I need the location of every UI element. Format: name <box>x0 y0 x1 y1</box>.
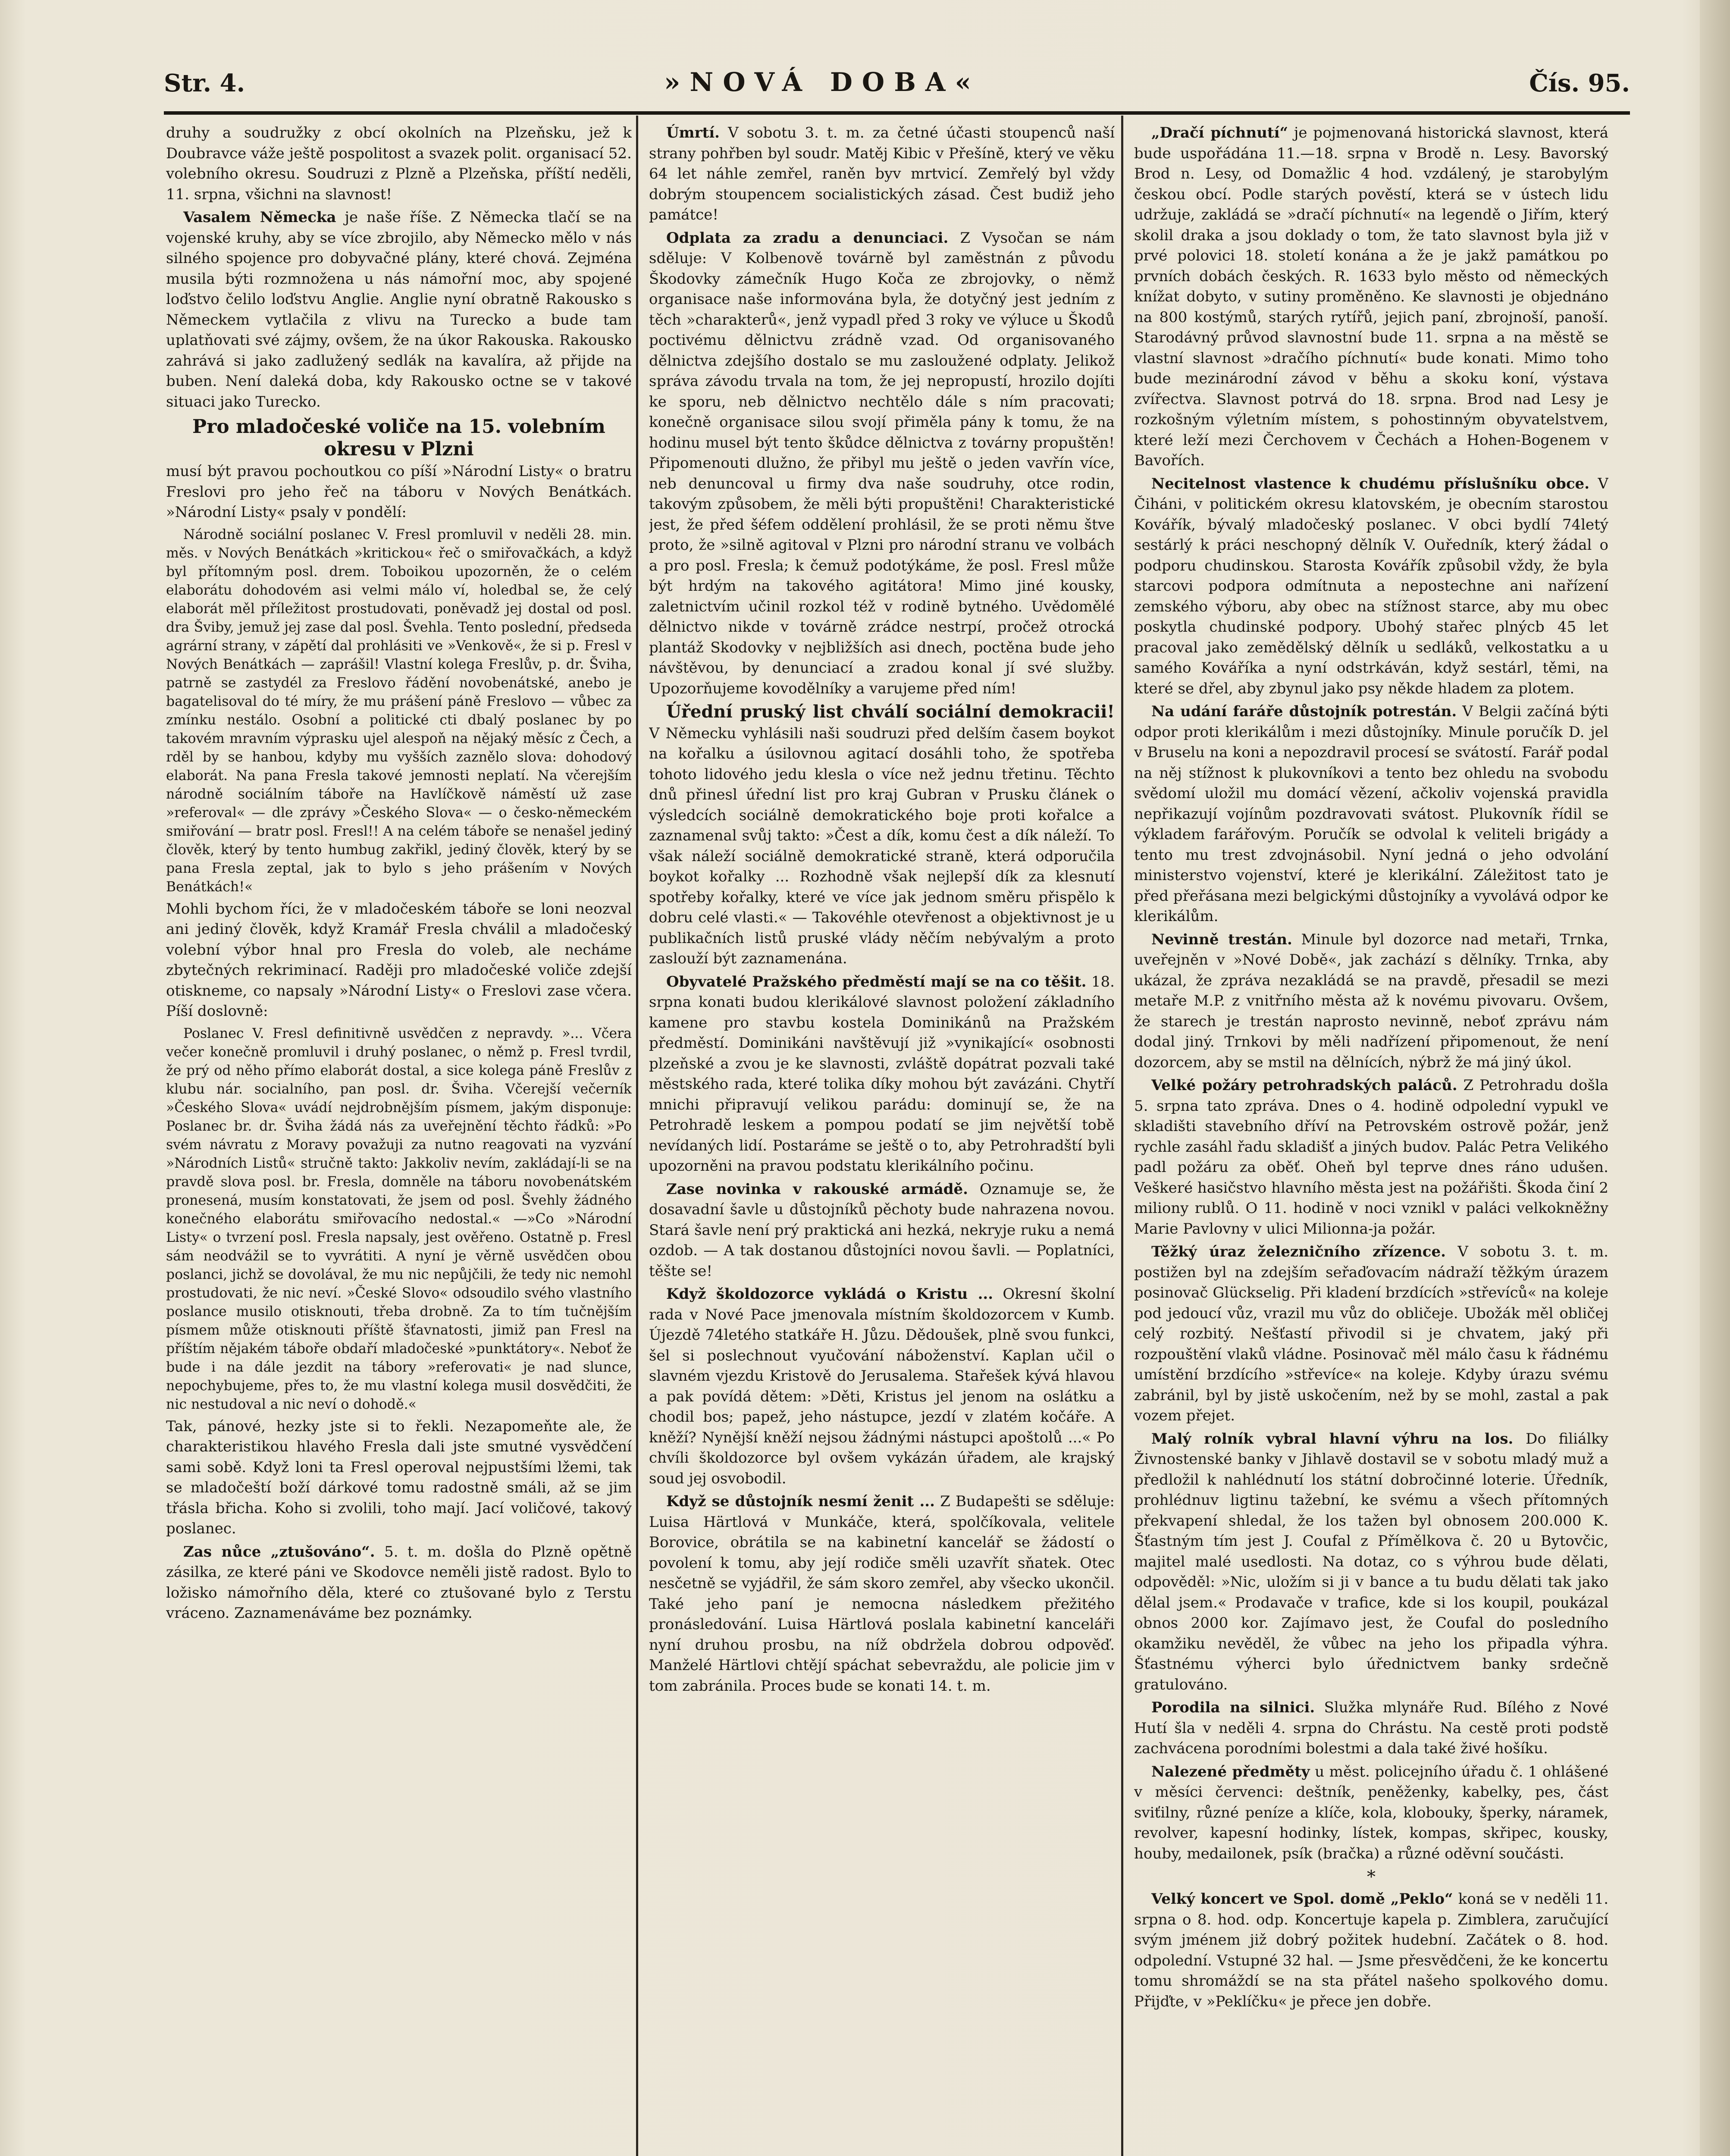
headline-vasalem: Vasalem Německa <box>183 209 336 226</box>
article-obyvatele-text: 18. srpna konati budou klerikálové slavnost položení základního kamene pro stavbu kostela Dominikánů na Pražském předměstí. Dominikáni navštěvují již »vynikající« osobnosti plzeňské a zvou je ke slavnosti, zvláště dopátrat pozvali také městského rada, které tolika díky mohou být zavázáni. Chytří mnichi připravují velikou parádu: dominují se, že na Petrohradě leskem a pompou podatí se jim největší tobě nevídaných lidí. Postaráme se ještě o to, aby Petrohradští byli upozorněni na pravou podstatu klerikálního počinu. <box>649 973 1115 1175</box>
column-1 <box>166 123 632 2156</box>
headline-maly-rolnik: Malý rolník vybral hlavní výhru na los. <box>1151 1430 1514 1448</box>
article-na-udani-text: V Belgii začíná býti odpor proti klerikálům i mezi důstojníky. Minule poručík D. jel v Bruselu na koni a nepozdravil procesí se svátostí. Farář podal na něj stížnost k plukovníkovi a tento bez ohledu na svobodu svědomí uložil mu domácí vězení, ačkoliv vojenská pravidla nepřikazují vojínům pozdravovati svátost. Plukovník řídil se výkladem farářovým. Poručík se odvolal k veliteli brigády a tento mu trest zdvojnásobil. Nyní jedná o jeho odvolání ministerstvo vojenství, které je klerikální. Záležitost tato je před přeřásana mezi belgickými důstojníky a vyvolává odpor ke klerikálům. <box>1134 703 1608 925</box>
article-zase-novinka-text: Oznamuje se, že dosavadní šavle u důstojníků pěchoty bude nahrazena novou. Stará šavle není prý praktická ani hezká, nekryje ruku a nemá ozdob. — A tak dostanou důstojníci novou šavli. — Poplatníci, těšte se! <box>649 1180 1115 1280</box>
article-dustojnik <box>649 1492 1115 1696</box>
page-number: Str. 4. <box>164 69 245 97</box>
article-dustojnik-text: Z Budapešti se sděluje: Luisa Härtlová v Munkáče, která, spolčíkovala, velitele Borovice, obrátila se na kabinetní kancelář se žádostí o povolení k tomu, aby její rodiče směli uzavřít sňatek. Otec nesčetně se vyjádřil, že sám skoro zemřel, aby všecko ukončil. Také jeho paní je nemocna následkem přežitého pronásledování. Luisa Härtlová poslala kabinetní kanceláři nyní druhou prosbu, na níž obdržela dobrou odpověď. Manželé Härtlovi chtějí spáchat sebevraždu, ale policie jim v tom zabránila. Proces bude se konati 14. t. m. <box>649 1493 1115 1695</box>
headline-porodila: Porodila na silnici. <box>1151 1699 1315 1716</box>
article-zas-nuce <box>166 1542 632 1624</box>
headline-uredni: Úřední pruský list chválí sociální demokracii! <box>666 702 1115 722</box>
headline-nevinne: Nevinně trestán. <box>1151 931 1292 948</box>
article-skoldozorce <box>649 1284 1115 1489</box>
article-odplata-text-2: k čemuž podotýkáme, že posl. Fresl může být hrdým na takového agitátora! Mimo jiné kousky, zaletnictvím učinil rozkol též v rodině bytného. Uvědomělé dělnictvo nikde v továrně zrádce nestrpí, pročež otrocká plantáž Skodovky v nejbližších asi dnech, poctěna bude jeho návštěvou, by denunciací a zradou konal jí své služby. Upozorňujeme kovodělníky a varujeme před ním! <box>649 557 1115 697</box>
article-maly-rolnik-text: Do filiálky Živnostenské banky v Jihlavě dostavil se v sobotu mladý muž a předložil k nahlédnutí los státní dobročinné loterie. Úředník, prohlédnuv ligtinu tažební, ke svému a všech přítomných překvapení shledal, že los tažen byl obnosem 200.000 K. Šťastným tím jest J. Coufal z Přímělkova č. 20 u Bytovčic, majitel malé usedlosti. Na dotaz, co s výhrou bude dělati, odpověděl: »Nic, uložím si ji v bance a tu budu dělati tak jako dělal jsem.« Prodavače v trafice, kde si los koupil, poukázal obnos 2000 kor. Zajímavo jest, že Coufal do posledního okamžiku nevěděl, že vůbec na jeho los připadla výhra. Šťastnému výherci bylo úřednictvem banky srdečně gratulováno. <box>1134 1430 1608 1693</box>
header-rule <box>164 111 1630 115</box>
article-uredni-text: V Německu vyhlásili naši soudruzi před delším časem boykot na kořalku a úsilovnou agitací dosáhli toho, že spotřeba tohoto lidového jedu klesla o více než jednu třetinu. Těchto dnů přinesl úřední list pro kraj Gubran v Prusku článek o výsledcích sociálně demokratického boje proti kořalce a zaznamenal svůj takto: »Čest a dík, komu čest a dík náleží. To však náleží sociálně demokratické straně, která odporučila boykot kořalky ... Rozhodně však nejlepší dík za klesnutí spotřeby kořalky, které ve více jak jednom směru přispělo k dobru celé vlasti.« — Takovéhle otevřenost a objektivnost je u publikačních listů pruské vlády něčím nebývalým a proto zaslouží být zaznamenána. <box>649 724 1115 967</box>
headline-obyvatele: Obyvatelé Pražského předměstí mají se na co těšit. <box>666 973 1087 990</box>
article-zase-novinka <box>649 1179 1115 1282</box>
article-nevinne-text: Minule byl dozorce nad metaři, Trnka, uveřejněn v »Nové Době«, jak zachází s dělníky. Trnka, aby ukázal, že zpráva nezakládá se na pravdě, přesadil se mezi metaře M.P. z vnitřního města až k novému pivovaru. Ovšem, že starech je trestán naprosto nevinně, neboť zprávu nám dodal jiný. Trnkovi by měli nadřízení připomenout, že není dozorcem, aby se mstil na dělnících, nýbrž že má jiný úkol. <box>1134 931 1608 1071</box>
column-3 <box>1134 123 1608 2156</box>
headline-odplata: Odplata za zradu a denunciaci. <box>666 229 949 247</box>
headline-na-udani: Na udání faráře důstojník potrestán. <box>1151 703 1457 720</box>
page-header <box>164 65 1630 116</box>
headline-umrti: Úmrtí. <box>666 124 720 141</box>
article-doubravka-end: druhy a soudružky z obcí okolních na Plzeňsku, jež k Doubravce váže ještě pospolitost a svazek polit. organisací 52. volebního okresu. Soudruzi z Plzně a Plzeňska, příští neděli, 11. srpna, všichni na slavnost! <box>166 124 632 203</box>
issue-number: Čís. 95. <box>1529 69 1630 97</box>
article-nalezene <box>1134 1762 1608 1865</box>
headline-dustojnik: Když se důstojník nesmí ženit ... <box>666 1493 935 1510</box>
article-porodila-text: Služka mlynáře Rud. Bílého z Nové Hutí šla v neděli 4. srpna do Chrástu. Na cestě proti podstě zachvácena porodními bolestmi a dala také živé hošíku. <box>1134 1699 1608 1757</box>
article-necitelnost-text: V Čiháni, v politickém okresu klatovském, je obecním starostou Kovářík, bývalý mladočeský poslanec. V obci bydlí 74letý sestárlý k práci neschopný dělník V. Ouředník, který žádal o podporu chudinskou. Starosta Kovářík způsobil vždy, že byla starcovi podpora odmítnuta a nepostechne ani nařízení zemského výboru, aby obec na stížnost starce, aby mu obec poskytla chudinské podpory. Ubohý stařec plnýcb 45 let pracoval jako zemědělský dělník u sedláků, velkostatku a u samého Kováříka a nyní odstrkáván, když sestárl, těmi, na které se dřel, aby zbynul jako psy někde hladem za plotem. <box>1134 475 1608 697</box>
article-odplata <box>649 228 1115 699</box>
headline-tezky-uraz: Těžký úraz železničního zřízence. <box>1151 1243 1446 1260</box>
article-draci-text: je pojmenovaná historická slavnost, která bude uspořádána 11.—18. srpna v Brodě n. Lesy. Bavorský Brod n. Lesy, od Domažlic 4 hod. vzdálený, je starobylým českou obcí. Podle starých pověstí, která se v ústech lidu udržuje, zakládá se »dračí píchnutí« na legendě o Jiřím, který skolil draka a jsou doklady o tom, že tato slavnost byla již v prvé polovici 18. století konána a že je jakž památkou po prvních dobách českých. R. 1633 bylo město od německých knížat dobyto, v sutiny proměněno. Ke slavnosti je objednáno na 800 kostýmů, starých rytířů, jejich paní, zbrojnoší, panoší. Starodávný průvod slavnostní bude 11. srpna a na městě se vlastní slavnost »dračího píchnutí« bude konati. Mimo toho bude mezinárodní závod v běhu a skoku koní, výstava zvířectva. Slavnost potrvá do 18. srpna. Brod nad Lesy je rozkošným výletním místem, s pohostinným obyvatelstvem, které leží mezi Čerchovem v Čechách a Hohen-Bogenem v Bavořích. <box>1134 124 1608 469</box>
article-velke-pozary <box>1134 1075 1608 1239</box>
article-umrti-text: V sobotu 3. t. m. za četné účasti stoupenců naší strany pohřben byl soudr. Matěj Kibic v Přešíně, který ve věku 64 let náhle zemřel, raněn byv mrtvicí. Zemřelý byl vždy dobrým stoupencem socialistických zásad. Čest budiž jeho památce! <box>649 124 1115 223</box>
headline-zase-novinka: Zase novinka v rakouské armádě. <box>666 1180 968 1198</box>
article-koncert <box>1134 1889 1608 2012</box>
headline-skoldozorce: Když školdozorce vykládá o Kristu ... <box>666 1285 993 1303</box>
article-pro-mladoceske-end: Tak, pánové, hezky jste si to řekli. Nezapomeňte ale, že charakteristikou hlavého Fresla dali jste smutné vysvědčení sami sobě. Když loni ta Fresl operoval nejpustšími lžemi, tak se mladočeští boží dárkové tomu radostně smáli, až se jim třásla břicha. Koho si zvolili, toho mají. Jací voličové, takový poslanec. <box>166 1417 632 1537</box>
headline-necitelnost: Necitelnost vlastence k chudému příslušníku obce. <box>1151 475 1590 492</box>
article-velke-pozary-text: Z Petrohradu došla 5. srpna tato zpráva. Dnes o 4. hodině odpolední vypukl ve skladišti stavebního dříví na Petrovském ostrově požár, jenž rychle zasáhl řadu skladišť a jiných budov. Palác Petra Velikého padl požáru za oběť. Oheň byl teprve dnes ráno udušen. Veškeré hasičstvo hlavního města jest na požářišti. Škoda činí 2 miliony rublů. O 11. hodině v noci vznikl v paláci velkokněžny Marie Pavlovny v ulici Milionna-ja požár. <box>1134 1077 1608 1238</box>
article-tezky-uraz <box>1134 1242 1608 1426</box>
article-pro-mladoceske-middle: Mohli bychom říci, že v mladočeském táboře se loni neozval ani jediný člověk, když Kramář Fresla chválil a mladočeský volební výbor hnal pro Fresla do voleb, ale necháme zbytečných rekriminací. Raději pro mladočeské voliče zdejší otiskneme, co napsaly »Národní Listy« o Freslovi zase včera. Píší doslovně: <box>166 900 632 1020</box>
column-2 <box>649 123 1115 2156</box>
headline-nalezene: Nalezené předměty <box>1151 1763 1310 1780</box>
quote-narodni-listy-2: Poslanec V. Fresl definitivně usvědčen z nepravdy. »... Včera večer konečně promluvil i druhý poslanec, o němž p. Fresl tvrdil, že prý od něho přímo elaborát dostal, a sice kolega páně Freslův z klubu nár. socialního, pan posl. dr. Šviha. Včerejší večerník »Českého Slova« uvádí nejdrobnějším písmem, jakým disponuje: Poslanec br. dr. Šviha žádá nás za uveřejnění těchto řádků: »Po svém návratu z Moravy považuji za nutno reagovati na vyzvání »Národních Listů« stručně takto: Jakkoliv nevím, zakládají-li se na pravdě slova posl. br. Fresla, domněle na táboru novobenátském pronesená, musím konstatovati, že jsem od posl. Švehly žádného konečného elaborátu smiřovacího nedostal.« —»Co »Národní Listy« o tvrzení posl. Fresla napsaly, jest ověřeno. Ostatně p. Fresl sám neodvážil se to vyvrátiti. A nyní je věrně usvědčen obou poslanci, jichž se dovolával, že mu nic nepůjčili, že tedy nic nemohl prostudovati, že nic neví. »České Slovo« odsoudilo svého vlastního poslance musilo otisknouti, třeba drobně. Za to tím tučnějším písmem může otisknouti příště šťavnatosti, jimiž pan Fresl na příštím nějakém táboře obdaří mladočeské »punktátory«. Neboť že bude i na dále jezdit na tábory »referovati« je nad slunce, nepochybujeme, přes to, že mu vlastní kolega musil dosvědčiti, že nic nestudoval a nic neví o dohodě.« <box>166 1025 632 1412</box>
article-odplata-text: Z Vysočan se nám sděluje: V Kolbenově továrně byl zaměstnán z původu Škodovky zámečník Hugo Koča ze zbrojovky, o němž organisace naše informována byla, že dotyčný jest jedním z těch »charakterů«, jenž vypadl před 3 roky ve výluce u Škodů poctivému dělnictvu zrádně vzad. Od organisovaného dělnictva zdejšího dostalo se mu zasloužené odplaty. Jelikož správa závodu trvala na tom, že jej nepropustí, hrozilo dojíti ke sporu, neb dělnictvo nechtělo dále s ním pracovati; konečně organisace silou svojí přiměla pány k tomu, že na hodinu musel být tento škůdce dělnictva z továrny propuštěn! Připomenouti dlužno, že přibyl mu ještě o jeden vavřín více, neb denuncoval u firmy dva naše soudruhy, otce rodin, takovým způsobem, že měli býti propuštěni! Charakteristické jest, že před šéfem oddělení prohlásil, že se proti němu štve proto, že »silně agitoval v Plzni pro národní stranu ve volbách a pro posl. Fresla; <box>649 229 1115 574</box>
section-ornament: * <box>1367 1867 1376 1887</box>
article-zas-nuce-text: 5. t. m. došla do Plzně opětně zásilka, ze které páni ve Skodovce neměli jistě radost. Bylo to ložisko námořního děla, které co ztušované bylo z Terstu vráceno. Zaznamenáváme bez poznámky. <box>166 1543 632 1622</box>
article-skoldozorce-text: Okresní školní rada v Nové Pace jmenovala místním školdozorcem v Kumb. Újezdě 74letého statkáře H. Jůzu. Dědoušek, plně svou funkci, šel si poslechnout vyučování náboženství. Kaplan učil o slavném vjezdu Kristově do Jerusalema. Stařešek kývá hlavou a pak povídá dětem: »Děti, Kristus jel jenom na oslátku a chodil bos; papež, jeho nástupce, jezdí v zlatém kočáře. A kněží? Nynější kněží nejsou žádnými nástupci apoštolů ...« Po chvíli školdozorce byl ovšem vykázán úřadem, ale krajský soud jej osvobodil. <box>649 1285 1115 1487</box>
article-uredni <box>649 702 1115 969</box>
column-rule-2 <box>1121 116 1123 2156</box>
article-umrti <box>649 123 1115 226</box>
article-na-udani <box>1134 702 1608 927</box>
article-necitelnost <box>1134 474 1608 699</box>
article-vasalem <box>166 207 632 412</box>
article-nevinne <box>1134 930 1608 1073</box>
article-porodila <box>1134 1698 1608 1759</box>
column-rule-1 <box>636 116 638 2156</box>
page-spine-shadow <box>1700 0 1730 2156</box>
article-tezky-uraz-text: V sobotu 3. t. m. postižen byl na zdejším seřaďovacím nádraží těžkým úrazem posinovač Glückselig. Při kladení brzdících »střevíců« na koleje pod jedoucí vůz, vrazil mu vůz do obličeje. Ubožák měl obličej celý rozbitý. Nešťastí přivodil si je chvatem, jaký při rozpouštění vlaků vládne. Posinovač měl málo času k řádnému umístění brzdícího »střevíce« na koleje. Kdyby úrazu svému zabránil, byl by jistě uskočením, než by se mohl, zastal a pak vozem přejet. <box>1134 1243 1608 1424</box>
headline-koncert: Velký koncert ve Spol. domě „Peklo“ <box>1151 1890 1453 1908</box>
article-pro-mladoceske-intro: musí být pravou pochoutkou co píší »Národní Listy« o bratru Freslovi pro jeho řeč na táboru v Nových Benátkách. »Národní Listy« psaly v pondělí: <box>166 463 632 521</box>
article-draci <box>1134 123 1608 471</box>
headline-zas-nuce: Zas nůce „ztušováno“. <box>183 1543 375 1561</box>
article-koncert-text: koná se v neděli 11. srpna o 8. hod. odp. Koncertuje kapela p. Zimblera, zaručující svým jménem již dobrý požitek hudební. Začátek o 8. hod. odpolední. Vstupné 32 hal. — Jsme přesvědčeni, že ke koncertu tomu shromáždí se na sta přátel našeho spolkového domu. Přijďte, v »Peklíčku« je přece jen dobře. <box>1134 1890 1608 2010</box>
headline-pro-mladoceske: Pro mladočeské voliče na 15. volebním okresu v Plzni <box>192 416 605 460</box>
article-obyvatele <box>649 972 1115 1177</box>
article-nalezene-text: u měst. policejního úřadu č. 1 ohlášené v měsíci červenci: deštník, peněženky, kabelky, pes, část sviťilny, různé peníze a klíče, kola, klobouky, šperky, náramek, revolver, kapesní hodinky, lístek, kompas, skřipec, kousky, houby, medailonek, psík (bračka) a různé oděvní součásti. <box>1134 1763 1608 1862</box>
headline-velke-pozary: Velké požáry petrohradských paláců. <box>1151 1077 1457 1094</box>
headline-draci: „Dračí píchnutí“ <box>1151 124 1288 141</box>
masthead-title: »NOVÁ DOBA« <box>664 67 981 97</box>
quote-narodni-listy-1: Národně sociální poslanec V. Fresl promluvil v neděli 28. min. měs. v Nových Benátkách »kritickou« řeč o smiřovačkách, a když byl přítomným posl. drem. Toboikou upozorněn, že o celém elaborátu dohodovém asi velmi málo ví, holedbal se, že celý elaborát měl příležitost prostudovati, poněvadž jej dostal od posl. dra Šviby, jemuž jej zase dal posl. Švehla. Tento poslední, předseda agrární strany, v zápětí dal prohlásiti ve »Venkově«, že si p. Fresl v Nových Benátkách — zaprášil! Vlastní kolega Freslův, p. dr. Šviha, patrně se zastydél za Freslovo řádění novobenátské, anebo je bagatelisoval do té míry, že mu prášení páně Freslovo — vůbec za zmínku nestálo. Osobní a politické cti dbalý poslanec by po takovém mravním výprasku ujel alespoň na nějaký měsíc z Čech, a rděl by se hanbou, kdyby mu vyšších zaznělo slova: dohodový elaborát. Na pana Fresla takové jemnosti neplatí. Na včerejším národně sociálním táboře na Havlíčkově náměstí už zase »referoval« — dle zprávy »Českého Slova« — o česko-německém smiřování — bratr posl. Fresl!! A na celém táboře se nenašel jediný člověk, který by tento humbug zakřikl, jediný člověk, který by se pana Fresla zeptal, jak to bylo s jeho prášením v Nových Benátkách!« <box>166 526 632 895</box>
article-maly-rolnik <box>1134 1429 1608 1695</box>
article-vasalem-text: je naše říše. Z Německa tlačí se na vojenské kruhy, aby se více zbrojilo, aby Německo mělo v nás silného spojence pro dobyvačné plány, které chová. Zejména musila býti rozmnožena u nás námořní moc, aby spojené loďstvo čelilo loďstvu Anglie. Anglie nyní obratně Rakousko s Německem vytlačila z vlivu na Turecko a bude tam uplatňovati své zájmy, ovšem, že na úkor Rakouska. Rakousko zahrává si jako zadlužený sedlák na kavalíra, až přijde na buben. Není daleká doba, kdy Rakousko octne se v takové situaci jako Turecko. <box>166 209 632 411</box>
